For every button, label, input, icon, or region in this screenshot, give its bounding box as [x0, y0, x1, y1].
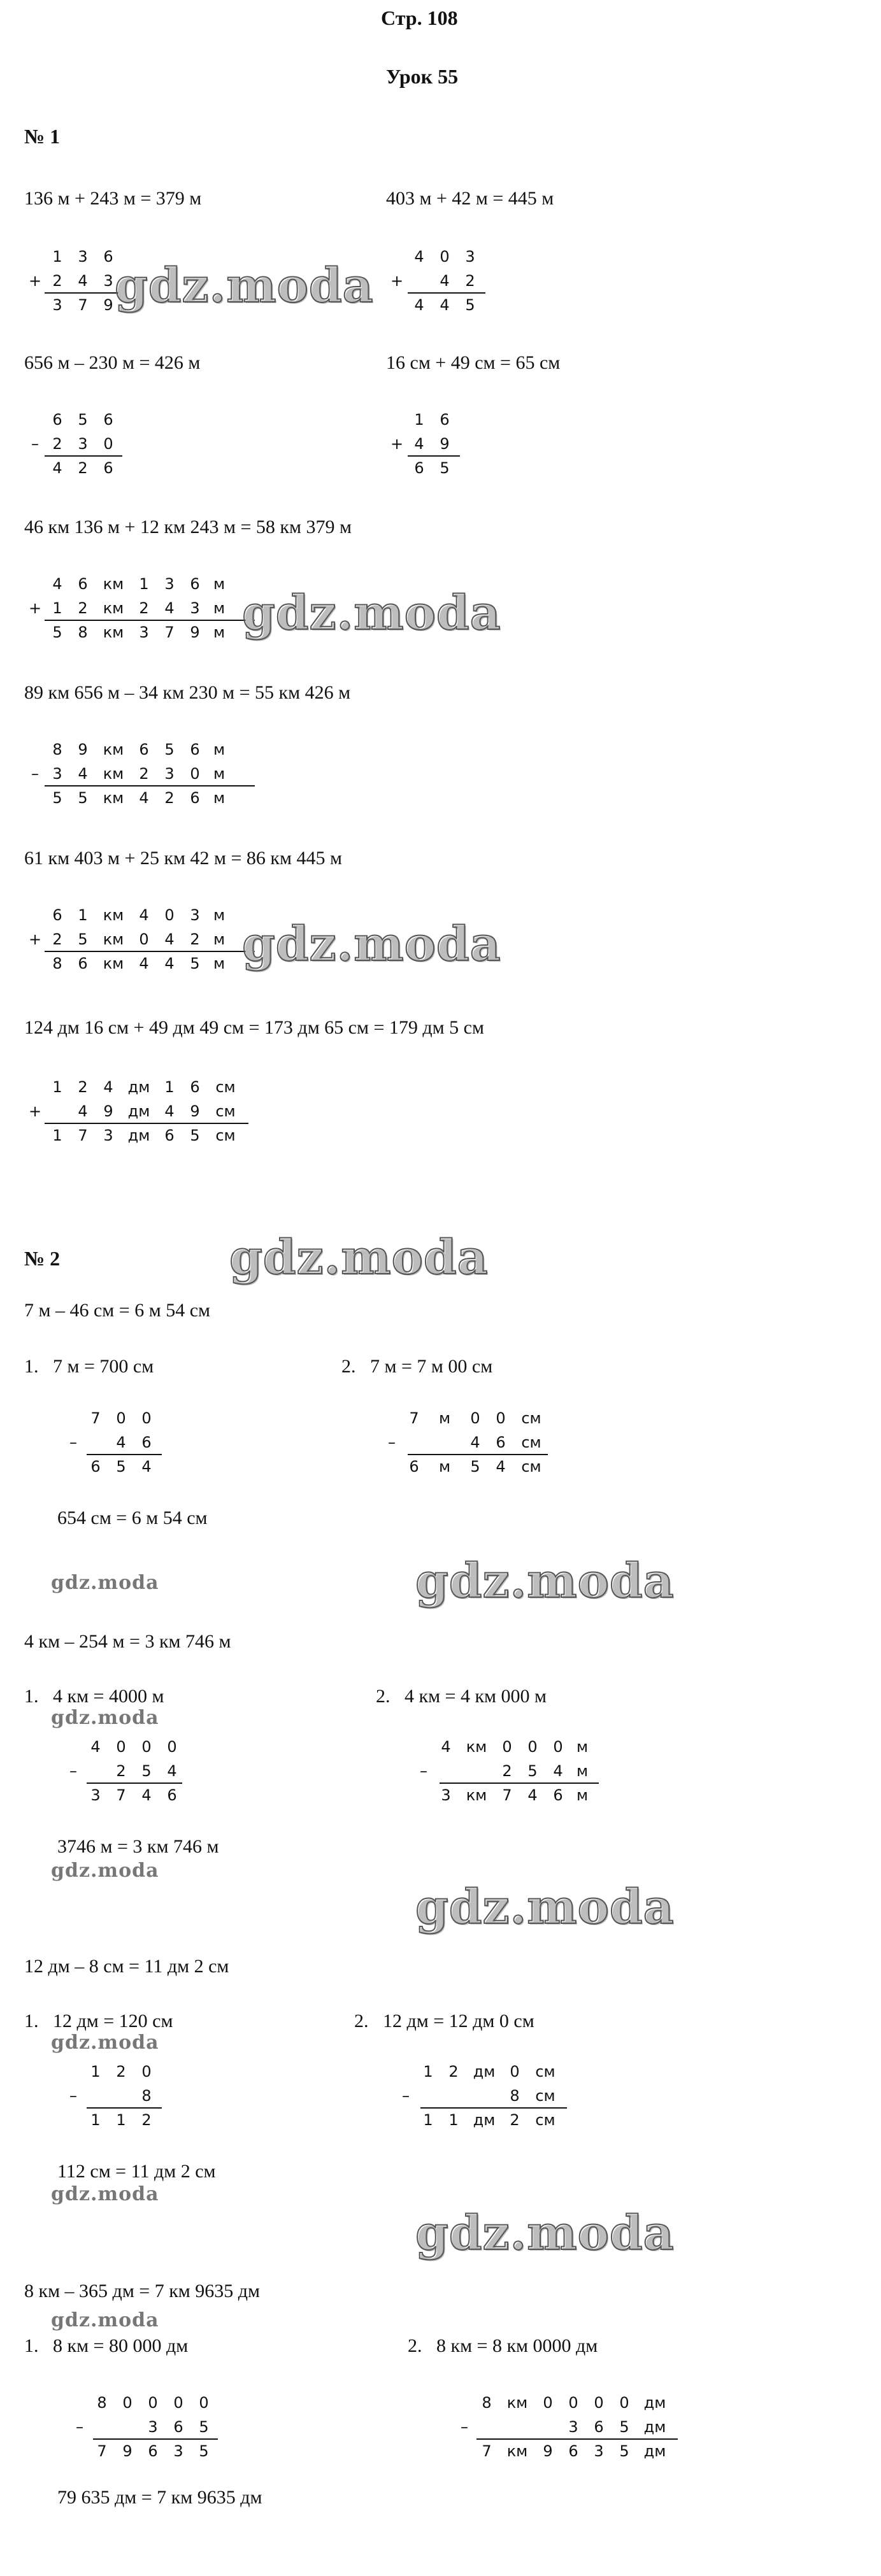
divider-line: [45, 292, 122, 294]
divider-line: [408, 455, 460, 457]
column-subtraction: 4 0 0 0 – 2 5 4 3 7 4 6: [69, 1738, 177, 1804]
divider-line: [420, 2107, 567, 2109]
lesson-title: Урок 55: [386, 65, 459, 88]
equation: 403 м + 42 м = 445 м: [386, 188, 554, 209]
equation: 136 м + 243 м = 379 м: [24, 188, 202, 209]
column-addition: 1 2 4 дм 1 6 см + 4 9 дм 4 9 см 1 7 3 дм 6 5 см: [28, 1078, 236, 1144]
step-1: 1. 4 км = 4000 м: [24, 1686, 164, 1707]
result: 654 см = 6 м 54 см: [57, 1507, 208, 1528]
equation: 656 м – 230 м = 426 м: [24, 352, 201, 373]
step-1: 1. 12 дм = 120 см: [24, 2010, 173, 2032]
watermark: gdz.moda: [115, 259, 374, 313]
watermark: gdz.moda: [51, 1860, 159, 1882]
divider-line: [408, 1454, 548, 1455]
watermark: gdz.moda: [415, 2206, 675, 2261]
step-1: 1. 7 м = 700 см: [24, 1356, 154, 1377]
column-subtraction: 1 2 дм 0 см – 8 см 1 1 дм 2 см: [402, 2063, 555, 2129]
column-addition: 4 0 3 + 4 2 4 4 5: [390, 248, 475, 314]
step-2: 2. 4 км = 4 км 000 м: [376, 1686, 547, 1707]
equation: 124 дм 16 см + 49 дм 49 см = 173 дм 65 см = 179 дм 5 см: [24, 1017, 484, 1038]
column-subtraction: 7 м 0 0 см – 4 6 см 6 м 5 4 см: [388, 1409, 541, 1476]
equation: 7 м – 46 см = 6 м 54 см: [24, 1300, 210, 1321]
column-subtraction: 6 5 6 – 2 3 0 4 2 6: [31, 411, 113, 477]
column-subtraction: 1 2 0 – 8 1 1 2: [69, 2063, 152, 2129]
equation: 16 см + 49 см = 65 см: [386, 352, 561, 373]
watermark: gdz.moda: [415, 1880, 675, 1935]
watermark: gdz.moda: [242, 917, 501, 972]
equation: 8 км – 365 дм = 7 км 9635 дм: [24, 2281, 261, 2302]
result: 79 635 дм = 7 км 9635 дм: [57, 2487, 262, 2508]
watermark: gdz.moda: [51, 1572, 159, 1594]
divider-line: [45, 455, 122, 457]
divider-line: [476, 2438, 678, 2440]
divider-line: [45, 785, 255, 786]
watermark: gdz.moda: [51, 2309, 159, 2331]
watermark: gdz.moda: [229, 1230, 489, 1285]
task-2-label: № 2: [24, 1247, 61, 1270]
column-subtraction: 7 0 0 – 4 6 6 5 4: [69, 1409, 152, 1476]
divider-line: [87, 2107, 162, 2109]
column-addition: 1 6 + 4 9 6 5: [390, 411, 450, 477]
equation: 61 км 403 м + 25 км 42 м = 86 км 445 м: [24, 848, 342, 869]
task-1-label: № 1: [24, 125, 61, 148]
column-addition: 6 1 км 4 0 3 м + 2 5 км 0 4 2 м 8 6 км 4 4 5 м: [28, 906, 226, 972]
step-2: 2. 12 дм = 12 дм 0 см: [354, 2010, 534, 2032]
step-1: 1. 8 км = 80 000 дм: [24, 2335, 189, 2356]
watermark: gdz.moda: [51, 2183, 159, 2205]
equation: 12 дм – 8 см = 11 дм 2 см: [24, 1956, 229, 1977]
divider-line: [87, 1454, 162, 1455]
result: 112 см = 11 дм 2 см: [57, 2161, 216, 2182]
page-number: Стр. 108: [381, 6, 458, 29]
divider-line: [408, 292, 485, 294]
divider-line: [45, 620, 255, 621]
result: 3746 м = 3 км 746 м: [57, 1836, 219, 1857]
watermark: gdz.moda: [415, 1554, 675, 1609]
watermark: gdz.moda: [51, 1707, 159, 1729]
column-addition: 1 3 6 + 2 4 3 3 7 9: [28, 248, 113, 314]
watermark: gdz.moda: [51, 2032, 159, 2054]
divider-line: [87, 1783, 182, 1784]
divider-line: [45, 951, 255, 952]
divider-line: [93, 2438, 218, 2440]
divider-line: [45, 1123, 248, 1124]
divider-line: [440, 1783, 599, 1784]
column-addition: 4 6 км 1 3 6 м + 1 2 км 2 4 3 м 5 8 км 3 7 9 м: [28, 575, 226, 641]
column-subtraction: 8 км 0 0 0 0 дм – 3 6 5 дм 7 км 9 6 3 5 дм: [461, 2394, 666, 2460]
equation: 89 км 656 м – 34 км 230 м = 55 км 426 м: [24, 682, 351, 703]
column-subtraction: 8 0 0 0 0 – 3 6 5 7 9 6 3 5: [76, 2394, 209, 2460]
equation: 46 км 136 м + 12 км 243 м = 58 км 379 м: [24, 516, 352, 537]
step-2: 2. 7 м = 7 м 00 см: [341, 1356, 493, 1377]
step-2: 2. 8 км = 8 км 0000 дм: [408, 2335, 598, 2356]
column-subtraction: 4 км 0 0 0 м – 2 5 4 м 3 км 7 4 6 м: [420, 1738, 589, 1804]
equation: 4 км – 254 м = 3 км 746 м: [24, 1631, 231, 1652]
column-subtraction: 8 9 км 6 5 6 м – 3 4 км 2 3 0 м 5 5 км 4 2 6 м: [31, 741, 226, 807]
watermark: gdz.moda: [242, 586, 501, 641]
